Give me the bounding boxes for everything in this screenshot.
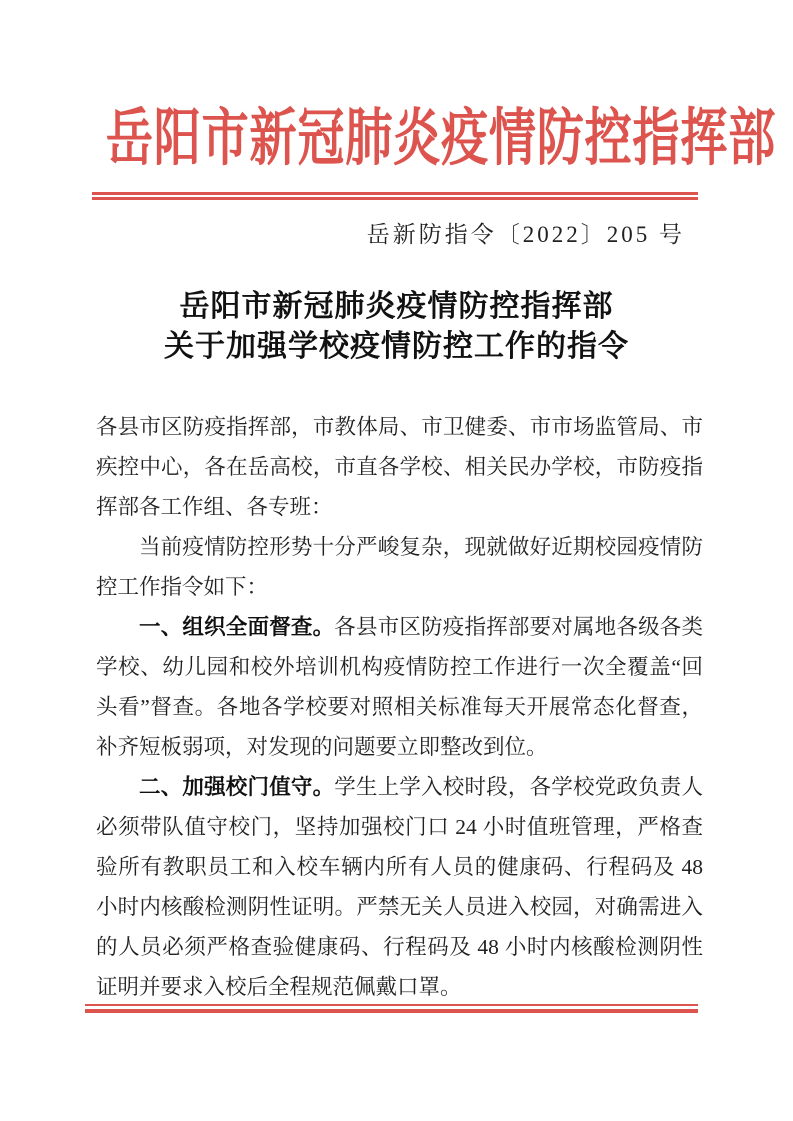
footer-double-rule [85,1004,698,1013]
letterhead [0,100,793,178]
section-1-text: 各县市区防疫指挥部要对属地各级各类学校、幼儿园和校外培训机构疫情防控工作进行一次全覆盖“回头看”督查。各地各学校要对照相关标准每天开展常态化督查，补齐短板弱项，对发现的问题要立即整改到位。 [96,615,703,759]
header-double-rule [92,192,698,200]
section-2-heading: 二、加强校门值守。 [139,775,335,799]
section-paragraph-1 [96,607,703,767]
letterhead-org-name: 岳阳市新冠肺炎疫情防控指挥部 [105,105,777,173]
document-title [0,287,793,367]
doc-number: 岳新防指令〔2022〕205 号 [366,222,685,247]
document-title-line1: 岳阳市新冠肺炎疫情防控指挥部 [179,290,614,323]
intro-paragraph: 当前疫情防控形势十分严峻复杂，现就做好近期校园疫情防控工作指令如下： [96,535,703,599]
section-2-text: 学生上学入校时段，各学校党政负责人必须带队值守校门，坚持加强校门口 24 小时值班管理，严格查验所有教职员工和入校车辆内所有人员的健康码、行程码及 48 小时内核酸检测阴性证明。严禁无关人员进入校园，对确需进入的人员必须严格查验健康码、行程码及 48 小时内核酸检测阴性证明并要求入校后全程规范佩戴口罩。 [96,775,703,999]
section-1-heading: 一、组织全面督查。 [139,615,335,639]
document-title-line2: 关于加强学校疫情防控工作的指令 [164,330,629,363]
document-body [96,407,703,1007]
section-paragraph-2 [96,767,703,1007]
salutation: 各县市区防疫指挥部，市教体局、市卫健委、市市场监管局、市疾控中心，各在岳高校，市直各学校、相关民办学校，市防疫指挥部各工作组、各专班： [96,415,703,519]
